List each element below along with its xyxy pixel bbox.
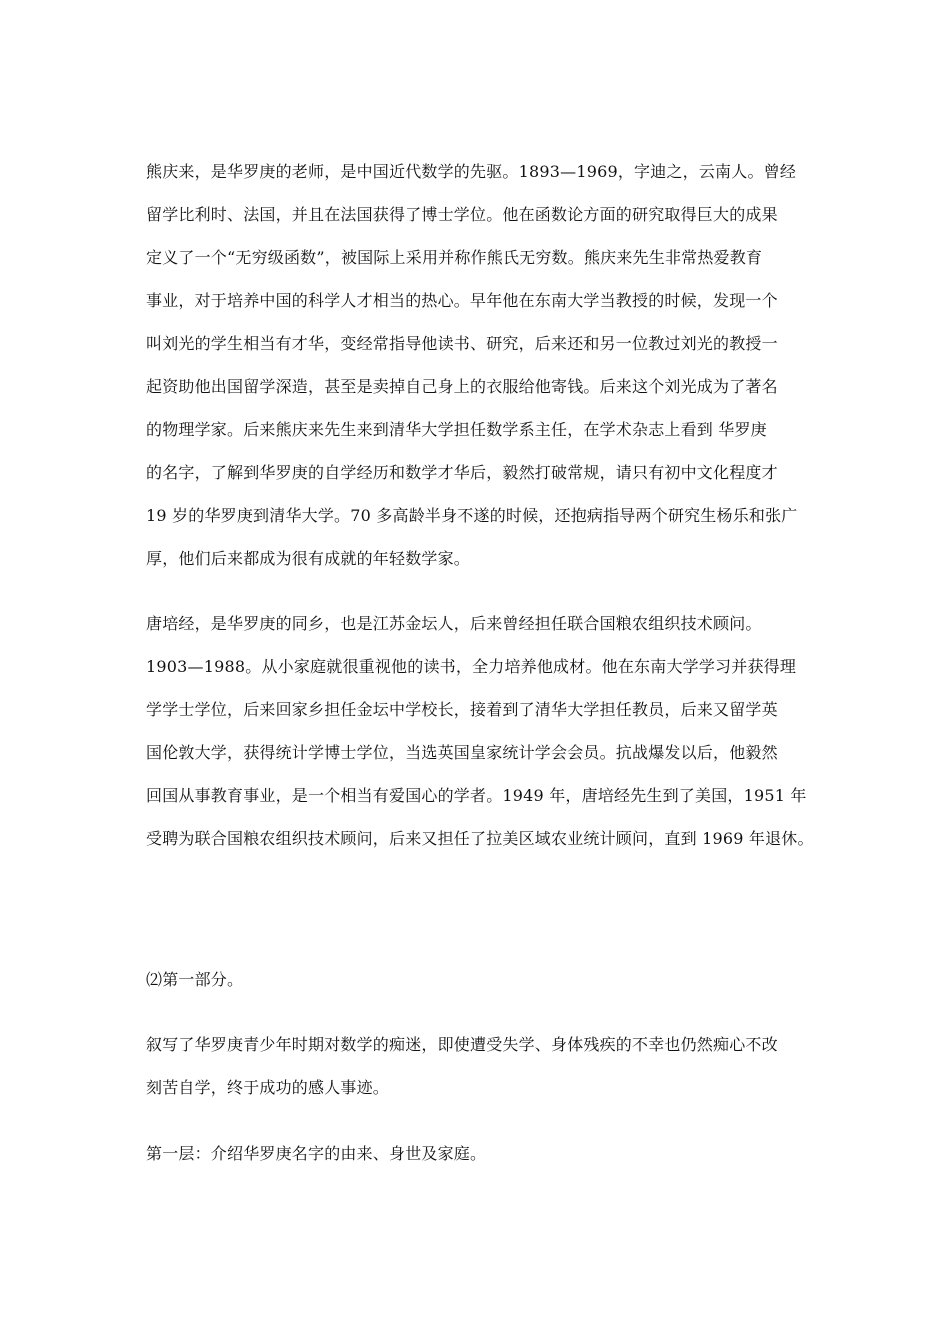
layer-one-heading: 第一层：介绍华罗庚名字的由来、身世及家庭。 <box>146 1144 487 1163</box>
text-line: 1903—1988。从小家庭就很重视他的读书，全力培养他成材。他在东南大学学习并获得理 <box>146 657 797 676</box>
text-line: 熊庆来，是华罗庚的老师，是中国近代数学的先驱。1893—1969，字迪之，云南人。曾经 <box>146 162 797 181</box>
text-line: 19 岁的华罗庚到清华大学。70 多高龄半身不遂的时候，还抱病指导两个研究生杨乐和张广 <box>146 506 798 525</box>
text-line: 刻苦自学，终于成功的感人事迹。 <box>146 1078 390 1097</box>
text-line: 起资助他出国留学深造，甚至是卖掉自己身上的衣服给他寄钱。后来这个刘光成为了著名 <box>146 377 778 396</box>
text-line: 留学比利时、法国，并且在法国获得了博士学位。他在函数论方面的研究取得巨大的成果 <box>146 205 778 224</box>
text-line: 的名字，了解到华罗庚的自学经历和数学才华后，毅然打破常规，请只有初中文化程度才 <box>146 463 778 482</box>
text-line: 受聘为联合国粮农组织技术顾问，后来又担任了拉美区域农业统计顾问，直到 1969 年退休。 <box>146 829 814 848</box>
text-line: 叙写了华罗庚青少年时期对数学的痴迷，即使遭受失学、身体残疾的不幸也仍然痴心不改 <box>146 1035 778 1054</box>
section-heading: ⑵第一部分。 <box>146 970 244 989</box>
text-line: 事业，对于培养中国的科学人才相当的热心。早年他在东南大学当教授的时候，发现一个 <box>146 291 778 310</box>
text-line: 定义了一个“无穷级函数”，被国际上采用并称作熊氏无穷数。熊庆来先生非常热爱教育 <box>146 248 763 267</box>
text-line: 叫刘光的学生相当有才华，变经常指导他读书、研究，后来还和另一位教过刘光的教授一 <box>146 334 778 353</box>
text-line: 国伦敦大学，获得统计学博士学位，当选英国皇家统计学会会员。抗战爆发以后，他毅然 <box>146 743 778 762</box>
text-line: 的物理学家。后来熊庆来先生来到清华大学担任数学系主任，在学术杂志上看到 华罗庚 <box>146 420 767 439</box>
text-line: 学学士学位，后来回家乡担任金坛中学校长，接着到了清华大学担任教员，后来又留学英 <box>146 700 778 719</box>
text-line: 厚，他们后来都成为很有成就的年轻数学家。 <box>146 549 471 568</box>
text-line: 回国从事教育事业，是一个相当有爱国心的学者。1949 年，唐培经先生到了美国，1951 年 <box>146 786 807 805</box>
text-line: 唐培经，是华罗庚的同乡，也是江苏金坛人，后来曾经担任联合国粮农组织技术顾问。 <box>146 614 762 633</box>
